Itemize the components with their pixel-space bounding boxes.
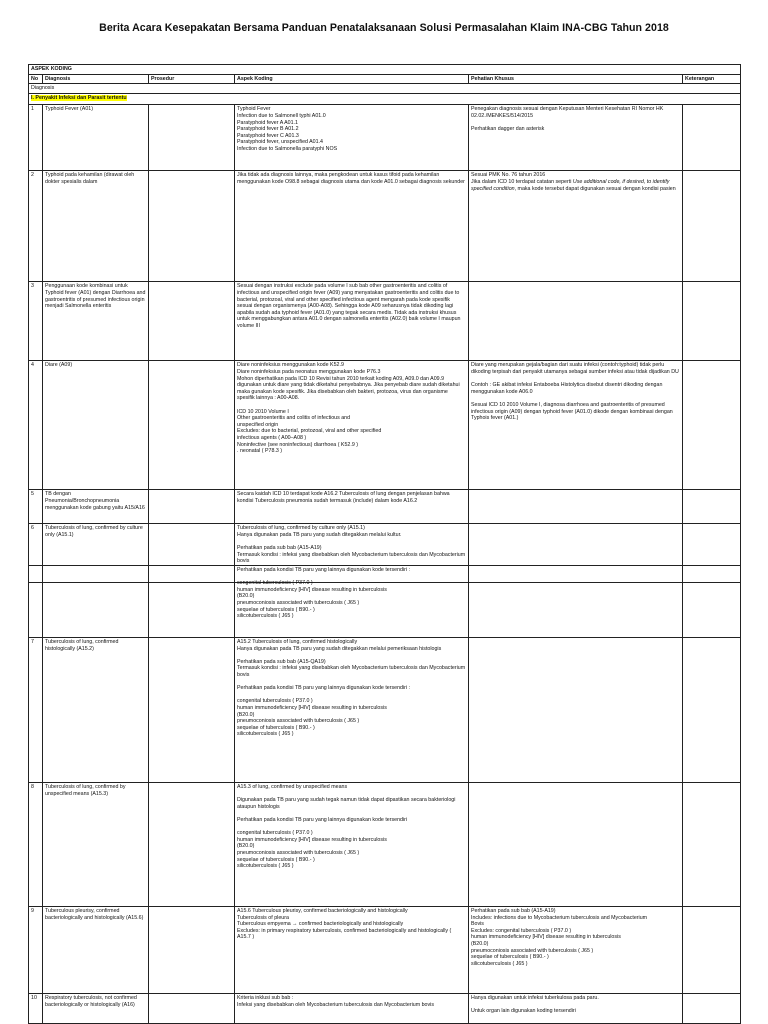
aspek-koding-cell-line: Noninfective (see noninfectious) diarrhoea ( K52.9 ) (237, 441, 359, 448)
column-header-no: No (29, 74, 43, 84)
row-number: 1 (29, 105, 43, 171)
table-row (29, 638, 741, 783)
aspek-koding-cell-line: Perhatikan pada sub bab (A15-A19) (237, 545, 322, 552)
aspek-koding-cell-line: A15.6 Tuberculous pleurisy, confirmed bacteriologically and histologically (237, 908, 408, 914)
perhatian-khusus-cell-line: Untuk organ lain digunakan koding tersendiri (471, 1008, 576, 1015)
aspek-koding-cell-line (237, 679, 466, 686)
diagnosis-cell: Diare (A09) (43, 361, 149, 490)
aspek-koding-cell-line: A15.2 Tuberculosis of lung, confirmed histologically (237, 639, 358, 645)
column-header-prosedur: Prosedur (149, 74, 235, 84)
column-header-perhatian-khusus: Pehatian Khusus (469, 74, 683, 84)
aspek-koding-cell-line: Secara kaidah ICD 10 terdapat kode A16.2 Tuberculosis of lung dengan penjelasan bahwa kondisi Tuberculosis pneumonia sudah termasuk (include) dalam kode A16.2 (237, 491, 452, 504)
aspek-koding-cell-line: Excludes: in primary respiratory tuberculosis, confirmed bacteriologically and histologically ( A15.7 ) (237, 927, 453, 941)
aspek-koding-cell-line: Other gastroenteritis and colitis of infectious and (237, 415, 351, 422)
perhatian-khusus-cell (469, 171, 683, 282)
aspek-koding-cell-line (237, 539, 466, 546)
aspek-koding-cell-line: Perhatikan pada kondisi TB paru yang lainnya digunakan kode tersendiri (237, 816, 408, 823)
perhatian-khusus-cell-line: Diare yang merupakan gejala/bagian dari suatu infeksi (contoh:typhoid) tidak perlu dikoding terpisah dari penyakit utamanya sebagai sumber infeksi atau tidak dijadikan DU (471, 362, 679, 375)
perhatian-khusus-cell (469, 994, 683, 1024)
category-label: I. Penyakit Infeksi dan Parasit tertentu (31, 94, 127, 101)
aspek-koding-cell-line: sequelae of tuberculosis ( B90.- ) (237, 724, 315, 731)
prosedur-cell (149, 638, 235, 783)
aspek-koding-cell-line: pneumoconiosis associated with tuberculosis ( J65 ) (237, 849, 360, 856)
table-row (29, 361, 741, 490)
aspek-koding-cell-line (237, 574, 466, 581)
prosedur-cell (149, 490, 235, 524)
keterangan-cell (683, 638, 741, 783)
aspek-koding-cell-line: Paratyphoid fever B A01.2 (237, 126, 299, 133)
perhatian-khusus-cell-line: sequelae of tuberculosis ( B90.- ) (471, 954, 549, 961)
perhatian-khusus-cell-line: Perhatikan dagger dan asterisk (471, 126, 545, 133)
column-header-keterangan: Keterangan (683, 74, 741, 84)
aspek-koding-cell-line: Termasuk kondisi : infeksi yang disebabkan oleh Mycobacterium tuberculosis dan Mycobacterium bovis (237, 551, 467, 565)
aspek-koding-cell-line: (B20.0) (237, 593, 255, 600)
aspek-koding-cell-line: human immunodeficiency [HIV] disease resulting in tuberculosis (237, 836, 387, 843)
perhatian-khusus-cell (469, 566, 683, 638)
keterangan-cell (683, 361, 741, 490)
aspek-koding-cell-line: Typhoid Fever (237, 106, 271, 113)
row-number: 8 (29, 783, 43, 907)
aspek-koding-cell-line: (B20.0) (237, 711, 255, 718)
aspek-koding-cell-line: Paratyphoid fever, unspecified A01.4 (237, 139, 323, 146)
aspek-koding-cell-line: Infection due to Salmonell typhi A01.0 (237, 112, 326, 119)
diagnosis-cell: Tuberculous pleurisy, confirmed bacteriologically and histologically (A15.6) (43, 907, 149, 994)
prosedur-cell (149, 783, 235, 907)
aspek-koding-cell-line (237, 402, 466, 409)
keterangan-cell (683, 171, 741, 282)
aspek-koding-cell-line (237, 824, 466, 831)
prosedur-cell (149, 994, 235, 1024)
aspek-koding-cell-line: Excludes: due to bacterial, protozoal, viral and other specified (237, 428, 382, 435)
diagnosis-cell: TB dengan Pneumonia/Bronchopneumonia menggunakan kode gabung yaitu A15/A16 (43, 490, 149, 524)
aspek-koding-cell-line: ICD 10 2010 Volume I (237, 408, 289, 415)
aspek-koding-cell-line: human immunodeficiency [HIV] disease resulting in tuberculosis (237, 704, 387, 711)
diagnosis-cell: Tuberculosis of lung, confirmed by unspecified means (A15.3) (43, 783, 149, 907)
aspek-koding-cell-line: Jika tidak ada diagnosis lainnya, maka pengkodean untuk kasus tifoid pada kehamilan menggunakan kode O98.8 sebagai diagnosis utama dan kode A01.0 sebagai diagnosis sekunder (237, 172, 465, 185)
keterangan-cell (683, 994, 741, 1024)
aspek-koding-cell-line: Infeksi yang disebabkan oleh Mycobacterium tuberculosis dan Mycobacterium bovis (237, 1001, 434, 1008)
diagnosis-cell: Typhoid Fever (A01) (43, 105, 149, 171)
aspek-koding-cell-line: congenital tuberculosis ( P37.0 ) (237, 580, 313, 587)
aspek-koding-cell-line: Hanya digunakan pada TB paru yang sudah ditegakkan melalui kultur. (237, 531, 402, 538)
aspek-koding-cell (235, 638, 469, 783)
prosedur-cell (149, 361, 235, 490)
perhatian-khusus-cell-line: silicotuberculosis ( J65 ) (471, 960, 528, 967)
coding-table-page-2 (28, 565, 741, 1024)
perhatian-khusus-cell (469, 638, 683, 783)
perhatian-khusus-cell-line: Jika dalam ICD 10 terdapat catatan seperti Use additional code, if desired, to identify specified condition, maka kode tersebut dapat digunakan sesuai dengan kondisi pasien (471, 178, 676, 192)
document-title: Berita Acara Kesepakatan Bersama Panduan Penatalaksanaan Solusi Permasalahan Klaim INA-CBG Tahun 2018 (99, 22, 669, 34)
aspek-koding-cell-line: Paratyphoid fever A A01.1 (237, 119, 298, 126)
aspek-koding-cell (235, 282, 469, 361)
aspek-koding-cell-line: Digunakan pada TB paru yang sudah tegak namun tidak dapat dipastikan secara bakteriologi ataupun histologis (237, 797, 457, 810)
diagnosis-cell: Respiratory tuberculosis, not confirmed bacteriologically or histologically (A16) (43, 994, 149, 1024)
table-row (29, 783, 741, 907)
perhatian-khusus-cell (469, 282, 683, 361)
perhatian-khusus-cell-line: pneumoconiosis associated with tuberculosis ( J65 ) (471, 947, 594, 954)
table-row (29, 907, 741, 994)
perhatian-khusus-cell (469, 907, 683, 994)
aspek-koding-cell-line: Infection due to Salmonella paratyphi NOS (237, 145, 338, 152)
perhatian-khusus-cell-line: Includes: infections due to Mycobacterium tuberculosis and Mycobacterium (471, 914, 648, 921)
perhatian-khusus-cell-line: Sesuai PMK No. 76 tahun 2016 (471, 172, 546, 179)
perhatian-khusus-cell-line (471, 395, 680, 402)
aspek-koding-cell-line: Perhatikan pada kondisi TB paru yang lainnya digunakan kode tersendiri : (237, 685, 411, 692)
prosedur-cell (149, 105, 235, 171)
aspek-koding-cell-line (237, 791, 466, 798)
table-row (29, 566, 741, 638)
aspek-koding-cell-line: Perhatikan pada sub bab (A15-QA19) (237, 658, 326, 665)
table-row (29, 994, 741, 1024)
perhatian-khusus-cell-line: Penegakan diagnosis sesuai dengan Keputusan Menteri Kesehatan RI Nomor HK 02.02./MENKES/514/2015 (471, 106, 665, 119)
perhatian-khusus-cell (469, 783, 683, 907)
aspek-koding-cell-line: pneumoconiosis associated with tuberculosis ( J65 ) (237, 718, 360, 725)
aspek-koding-cell-line: Perhatikan pada kondisi TB paru yang lainnya digunakan kode tersendiri : (237, 567, 411, 573)
perhatian-khusus-cell-line: human immunodeficiency [HIV] disease resulting in tuberculosis (471, 934, 621, 941)
aspek-koding-cell-line: Mohon diperhatikan pada ICD 10 Revisi tahun 2010 terkait koding A09, A09.0 dan A09.9 digunakan untuk diare yang tidak diketahui penyebabnya. Jika penyebab diare sudah diketahui maka gunakan kode spesifik. Jika disebabkan oleh bakteri, protozoa, virus dan organisme spesifik lainnya : A00-A08. (237, 375, 462, 402)
perhatian-khusus-cell-line: Perhatikan pada sub bab (A15-A19) (471, 908, 556, 914)
aspek-koding-cell-line: unspecified origin (237, 421, 279, 428)
perhatian-khusus-cell-line: Hanya digunakan untuk infeksi tuberkulosa pada paru. (471, 995, 599, 1001)
section-row (29, 84, 741, 94)
aspek-koding-cell-line (237, 652, 466, 659)
aspek-koding-cell (235, 361, 469, 490)
group-header: ASPEK KODING (29, 65, 741, 75)
table-row (29, 282, 741, 361)
row-number: 9 (29, 907, 43, 994)
aspek-koding-cell (235, 994, 469, 1024)
aspek-koding-cell-line (237, 810, 466, 817)
row-number: 6 (29, 524, 43, 583)
perhatian-khusus-cell (469, 361, 683, 490)
keterangan-cell (683, 783, 741, 907)
aspek-koding-cell-line (237, 692, 466, 699)
perhatian-khusus-cell-line: Sesuai ICD 10 2010 Volume I, diagnosa diarrhoea and gastroenteritis of presumed infectious origin (A09) dengan typhoid fever (A01.0) dikode dengan kombinasi dengan Typhois fever (A01.) (471, 401, 675, 422)
aspek-koding-cell-line: Hanya digunakan pada TB paru yang sudah ditegakkan melalui pemeriksaan histologis (237, 645, 442, 652)
aspek-koding-cell-line: congenital tuberculosis ( P37.0 ) (237, 698, 313, 705)
row-number: 4 (29, 361, 43, 490)
aspek-koding-cell-line: Sesuai dengan instruksi exclude pada volume I sub bab other gastroenteritis and colitis of infectious and unspecified origin fever (A09) yang menyatakan gastroenteritis and colitis due to bacterial, protozoal, viral and other specified infectious agent mengarah pada kode spesifik sesuai dengan organismenya (A00-A08). Sehingga kode A09 seharusnya tidak dikoding lagi apabila sudah ada typhoid fever (A01.0) yang tegak secara medis. Tidak ada instruksi khusus untuk menggabungkan antara A01.0 dengan salmonella enteritis (A02.0) baik volume I maupun volume III (237, 283, 462, 329)
diagnosis-cell: Tuberculosis of lung, confirmed histologically (A15.2) (43, 638, 149, 783)
aspek-koding-cell (235, 171, 469, 282)
perhatian-khusus-cell-line: Contoh : GE akibat infeksi Entaboeba Histolytica disebut disentri dikoding dengan menggunakan kode A06.0 (471, 382, 664, 395)
aspek-koding-cell-line: silicotuberculosis ( J65 ) (237, 863, 294, 870)
table-row (29, 171, 741, 282)
row-number: 2 (29, 171, 43, 282)
aspek-koding-cell-line: Tuberculous empyema → confirmed bacteriologically and histologically (237, 921, 404, 928)
aspek-koding-cell-line: . neonatal ( P78.3 ) (237, 448, 283, 455)
aspek-koding-cell-line: Kriteria inklusi sub bab : (237, 995, 294, 1001)
aspek-koding-cell-line: Termasuk kondisi : infeksi yang disebabkan oleh Mycobacterium tuberculosis dan Mycobacterium bovis (237, 665, 467, 678)
perhatian-khusus-cell-line (471, 120, 680, 127)
keterangan-cell (683, 490, 741, 524)
perhatian-khusus-cell-line: Excludes: congenital tuberculosis ( P37.0 ) (471, 927, 572, 934)
perhatian-khusus-cell (469, 105, 683, 171)
row-number (29, 566, 43, 638)
aspek-koding-cell-line: pneumoconiosis associated with tuberculosis ( J65 ) (237, 599, 360, 606)
prosedur-cell (149, 282, 235, 361)
aspek-koding-cell (235, 566, 469, 638)
keterangan-cell (683, 105, 741, 171)
section-label: Diagnosis (29, 84, 741, 94)
aspek-koding-cell-line: sequelae of tuberculosis ( B90.- ) (237, 606, 315, 613)
diagnosis-cell: Tuberculosis of lung, confirmed by culture only (A15.1) (43, 524, 149, 583)
column-header-diagnosis: Diagnosis (43, 74, 149, 84)
italic-instruction: Use additional code, if desired, to identify specified condition (471, 178, 671, 192)
aspek-koding-cell-line: (B20.0) (237, 843, 255, 850)
group-header-row (29, 65, 741, 75)
diagnosis-cell: Typhoid pada kehamilan (dirawat oleh dokter spesialis dalam (43, 171, 149, 282)
row-number: 7 (29, 638, 43, 783)
table-row (29, 105, 741, 171)
column-header-row (29, 74, 741, 84)
perhatian-khusus-cell-line: (B20.0) (471, 940, 489, 947)
keterangan-cell (683, 282, 741, 361)
aspek-koding-cell-line: human immunodeficiency [HIV] disease resulting in tuberculosis (237, 586, 387, 593)
diagnosis-cell: Penggunaan kode kombinasi untuk Typhoid fever (A01) dengan Diarrhoea and gastroentritis of presumed infectious origin menjadi Salmonella enteritis (43, 282, 149, 361)
aspek-koding-cell-line: A15.3 of lung, confirmed by unspecified means (237, 784, 348, 790)
category-row (29, 93, 741, 105)
aspek-koding-cell-line: congenital tuberculosis ( P37.0 ) (237, 830, 313, 837)
table-row (29, 490, 741, 524)
diagnosis-cell (43, 566, 149, 638)
aspek-koding-cell (235, 105, 469, 171)
perhatian-khusus-cell (469, 490, 683, 524)
aspek-koding-cell-line: Paratyphoid fever C A01.3 (237, 132, 299, 139)
perhatian-khusus-cell-line (471, 376, 680, 383)
perhatian-khusus-cell-line (471, 1002, 680, 1009)
aspek-koding-cell-line: silicotuberculosis ( J65 ) (237, 731, 294, 738)
keterangan-cell (683, 907, 741, 994)
aspek-koding-cell (235, 907, 469, 994)
aspek-koding-cell (235, 783, 469, 907)
prosedur-cell (149, 566, 235, 638)
coding-table-page-1 (28, 64, 741, 583)
aspek-koding-cell (235, 490, 469, 524)
aspek-koding-cell-line: infectious agents ( A00–A08 ) (237, 434, 307, 441)
prosedur-cell (149, 907, 235, 994)
prosedur-cell (149, 171, 235, 282)
aspek-koding-cell-line: Diare noninfeksius menggunakan kode K52.9 (237, 362, 344, 369)
row-number: 5 (29, 490, 43, 524)
aspek-koding-cell-line: sequelae of tuberculosis ( B90.- ) (237, 856, 315, 863)
column-header-aspek-koding: Aspek Koding (235, 74, 469, 84)
row-number: 10 (29, 994, 43, 1024)
row-number: 3 (29, 282, 43, 361)
aspek-koding-cell-line: silicotuberculosis ( J65 ) (237, 613, 294, 620)
aspek-koding-cell-line: Tuberculosis of pleura (237, 914, 289, 921)
aspek-koding-cell-line: Tuberculosis of lung, confirmed by culture only (A15.1) (237, 525, 365, 532)
perhatian-khusus-cell-line: Bovis (471, 921, 484, 928)
aspek-koding-cell-line: Diare noninfeksius pada neonatus menggunakan kode P76.3 (237, 368, 381, 375)
keterangan-cell (683, 566, 741, 638)
